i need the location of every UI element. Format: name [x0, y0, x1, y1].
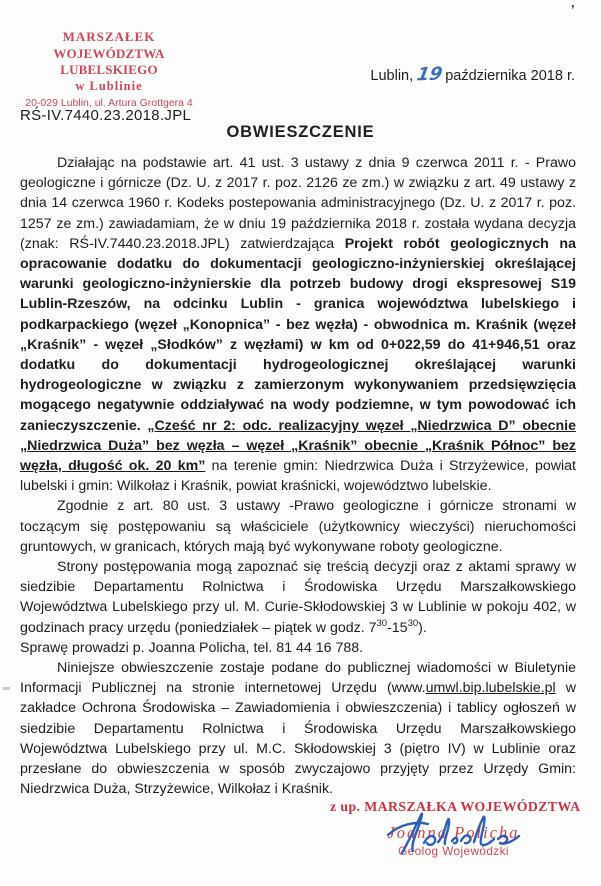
scan-artifact-mark: ’	[571, 2, 575, 17]
para1-regular-run: Działając na podstawie art. 41 ust. 3 ustawy z dnia 9 czerwca 2011 r. - Prawo geologiczne i górnicze (Dz. U. z 2017 r. poz. 2126 ze zm.) w związku z art. 49 ustawy z dnia 14 czerwca 1960 r. Kodeks postepowania administracyjnego (Dz. U. z 2017 r. poz. 1257 ze zm.) zawiadamiam, że w dniu 19 października 2018 r. została wydana decyzja (znak: RŚ-IV.7440.23.2018.JPL) zatwierdzająca	[20, 155, 576, 252]
body-paragraph-3	[20, 557, 576, 638]
document-body	[20, 153, 576, 800]
authorization-stamp-line: z up. MARSZAŁKA WOJEWÓDZTWA	[330, 799, 581, 814]
para1-bold-underline-run: „Cześć nr 2: odc. realizacyjny węzeł „Niedrzwica D” obecnie „Niedrzwica Duża” bez węzła – węzeł „Kraśnik” obecnie „Kraśnik Północ” bez węzła, długość ok. 20 km”	[20, 417, 576, 475]
para4-text: Niniejsze obwieszczenie zostaje podane do publicznej wiadomości w Biuletynie Informacji Publicznej na stronie internetowej Urzędu (www.	[20, 660, 576, 697]
document-title: OBWIESZCZENIE	[226, 123, 375, 141]
case-officer-text: Sprawę prowadzi p. Joanna Policha, tel. 81 44 16 788.	[20, 639, 364, 656]
scan-artifact-dash	[3, 687, 10, 690]
handwritten-day-number: 19	[415, 63, 445, 86]
case-officer-line	[20, 638, 576, 658]
letterhead-stamp	[13, 29, 205, 109]
body-paragraph-2	[20, 496, 576, 557]
para2-text: Zgodnie z art. 80 ust. 3 ustawy -Prawo geologiczne i górnicze stronami w toczącym się postępowaniu są właściciele (użytkownicy wieczyści) nieruchomości gruntowych, w granicach, których mają być wykonywane roboty geologiczne.	[20, 498, 576, 555]
dateline	[370, 64, 575, 85]
handwritten-signature	[368, 809, 540, 857]
office-hours-superscript-2: 30	[407, 617, 419, 629]
signatory-name: Joanna Policha	[387, 823, 520, 842]
website-url-text: umwl.bip.lubelskie.pl	[425, 680, 556, 697]
body-paragraph-1	[20, 153, 576, 496]
dateline-month-year: października 2018 r.	[445, 68, 575, 84]
reference-number: RŚ-IV.7440.23.2018.JPL	[20, 107, 192, 124]
para3-text-2: -15	[387, 619, 408, 636]
letterhead-office-title: MARSZAŁEK	[62, 29, 156, 44]
office-hours-superscript: 30	[376, 617, 388, 629]
letterhead-office-region: WOJEWÓDZTWA LUBELSKIEGO	[53, 46, 165, 77]
signatory-role: Geolog Wojewódzki	[398, 844, 509, 858]
signature-block	[330, 799, 581, 858]
letterhead-office-city: w Lublinie	[75, 79, 143, 93]
para4-text-2: w zakładce Ochrona Środowiska – Zawiadomienia i obwieszczenia) i tablicy ogłoszeń w siedzibie Departamentu Rolnictwa i Środowiska Urzędu Marszałkowskiego Województwa Lubelskiego przy ul. M.C. Skłodowskiej 3 (piętro IV) w Lublinie oraz przesłane do obwieszczenia w sposób zwyczajowo przyjęty przez Urzędy Gmin: Niedrzwica Duża, Strzyżewice, Wilkołaz i Kraśnik.	[20, 680, 576, 798]
para1-closing-run: na terenie gmin: Niedrzwica Duża i Strzyżewice, powiat lubelski i gmin: Wilkołaz i Kraśnik, powiat kraśnicki, województwo lubelskie.	[20, 458, 576, 495]
para1-bold-run: Projekt robót geologicznych na opracowanie dodatku do dokumentacji geologiczno-inżynierskiej określającej warunki geologiczno-inżynierskie dla potrzeb budowy drogi ekspresowej S19 Lublin-Rzeszów, na odcinku Lublin - granica województwa lubelskiego i podkarpackiego (węzeł „Konopnica” - bez węzła) - obwodnica m. Kraśnik (węzeł „Kraśnik” - węzeł „Słodków” z węzłami) w km od 0+022,59 do 41+946,51 oraz dodatku do dokumentacji hydrogeologicznej określającej warunki hydrogeologiczne w związku z zamierzonym wykonywaniem przedsięwzięcia mogącego negatywnie oddziaływać na wody podziemne, w tym powodować ich zanieczyszczenie.	[20, 235, 576, 434]
body-paragraph-4	[20, 658, 576, 799]
dateline-city: Lublin,	[370, 68, 414, 84]
letterhead-address: 20-029 Lublin, ul. Artura Grottgera 4	[25, 97, 193, 109]
para3-text: Strony postępowania mogą zapoznać się treścią decyzji oraz z aktami sprawy w siedzibie Departamentu Rolnictwa i Środowiska Urzędu Marszałkowskiego Województwa Lubelskiego przy ul. M. Curie-Skłodowskiej 3 w Lublinie w pokoju 402, w godzinach pracy urzędu (poniedziałek – piątek w godz. 7	[20, 559, 576, 636]
para3-text-3: ).	[418, 619, 427, 636]
